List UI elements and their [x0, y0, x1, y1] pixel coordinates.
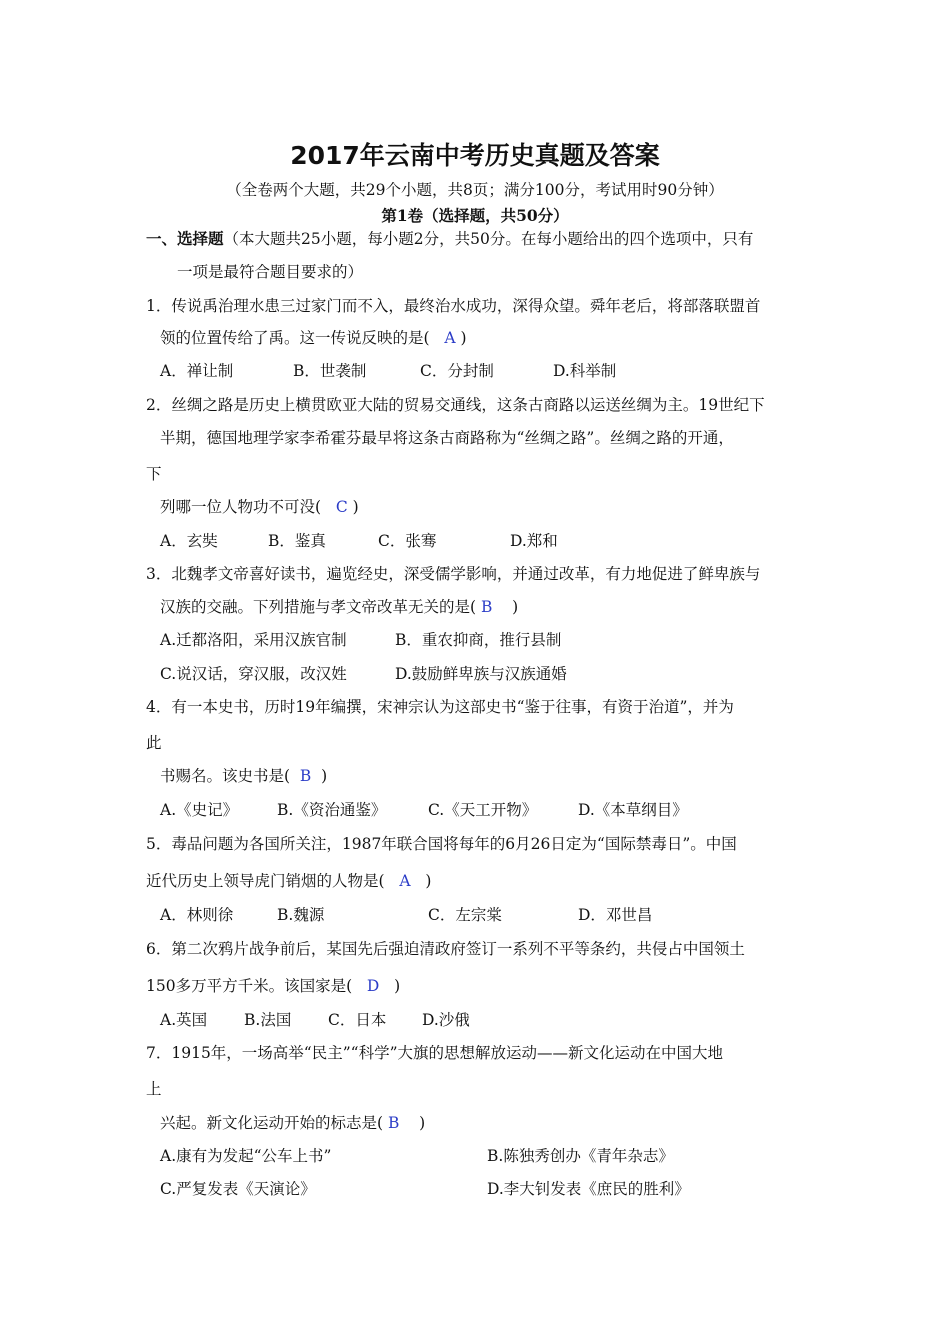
- question-3-stem: 汉族的交融。下列措施与孝文帝改革无关的是( B ): [160, 598, 519, 616]
- section-label: 一、选择题: [146, 229, 224, 248]
- question-7-stem: 兴起。新文化运动开始的标志是( B ): [160, 1114, 426, 1132]
- question-6-stem: 150多万平方千米。该国家是( D ): [146, 977, 401, 995]
- question-2-text-2: 半期，德国地理学家李希霍芬最早将这条古商路称为“丝绸之路”。丝绸之路的开通，: [160, 429, 734, 447]
- option-4-c: C.《天工开物》: [428, 801, 538, 819]
- question-1-text: 1．传说禹治理水患三过家门而不入，最终治水成功，深得众望。舜年老后，将部落联盟首: [146, 297, 761, 315]
- option-2-b: B．鉴真: [268, 532, 326, 550]
- section-intro-cont: 一项是最符合题目要求的）: [177, 263, 364, 281]
- question-5-text: 5．毒品问题为各国所关注，1987年联合国将每年的6月26日定为“国际禁毒日”。中国: [146, 835, 737, 853]
- option-7-a: A.康有为发起“公车上书”: [160, 1147, 332, 1165]
- option-4-a: A.《史记》: [160, 801, 239, 819]
- section-heading: 第1卷（选择题，共50分）: [381, 206, 569, 225]
- section-intro-text: （本大题共25小题，每小题2分，共50分。在每小题给出的四个选项中，只有: [223, 230, 754, 248]
- question-4-stem: 书赐名。该史书是( B ): [160, 767, 328, 785]
- answer-4: B: [299, 767, 312, 785]
- answer-3: B: [481, 598, 493, 616]
- option-3-a: A.迁都洛阳，采用汉族官制: [160, 631, 347, 649]
- answer-2: C: [335, 498, 348, 516]
- answer-6: D: [366, 977, 380, 995]
- option-1-b: B．世袭制: [293, 362, 367, 380]
- question-6-text: 6．第二次鸦片战争前后，某国先后强迫清政府签订一系列不平等条约，共侵占中国领土: [146, 940, 745, 958]
- section-intro: [146, 229, 753, 249]
- question-7-text-2: 上: [146, 1080, 162, 1098]
- question-2-stem: 列哪一位人物功不可没( C ): [160, 498, 359, 516]
- option-5-d: D．邓世昌: [578, 906, 653, 924]
- option-2-d: D.郑和: [510, 532, 558, 550]
- option-5-b: B.魏源: [277, 906, 325, 924]
- option-1-c: C．分封制: [420, 362, 494, 380]
- option-7-c: C.严复发表《天演论》: [160, 1180, 316, 1198]
- option-3-c: C.说汉话，穿汉服，改汉姓: [160, 665, 347, 683]
- question-4-text-2: 此: [146, 734, 162, 752]
- option-7-b: B.陈独秀创办《青年杂志》: [487, 1147, 674, 1165]
- option-2-a: A．玄奘: [160, 532, 218, 550]
- question-1-stem: 领的位置传给了禹。这一传说反映的是( A ): [160, 329, 467, 347]
- answer-5: A: [399, 872, 411, 890]
- question-2-text-3: 下: [146, 465, 162, 483]
- option-4-b: B.《资治通鉴》: [277, 801, 387, 819]
- question-5-stem: 近代历史上领导虎门销烟的人物是( A ): [146, 872, 432, 890]
- question-7-text: 7．1915年，一场高举“民主”“科学”大旗的思想解放运动——新文化运动在中国大地: [146, 1044, 724, 1062]
- page-title: 2017年云南中考历史真题及答案: [290, 141, 660, 170]
- option-5-a: A．林则徐: [160, 906, 234, 924]
- option-1-a: A．禅让制: [160, 362, 234, 380]
- question-4-text: 4．有一本史书，历时19年编撰，宋神宗认为这部史书“鉴于往事，有资于治道”，并为: [146, 698, 734, 716]
- option-6-d: D.沙俄: [422, 1011, 470, 1029]
- option-1-d: D.科举制: [553, 362, 617, 380]
- option-6-b: B.法国: [244, 1011, 292, 1029]
- question-3-text: 3．北魏孝文帝喜好读书，遍览经史，深受儒学影响，并通过改革，有力地促进了鲜卑族与: [146, 565, 761, 583]
- answer-1: A: [444, 329, 456, 347]
- option-6-a: A.英国: [160, 1011, 208, 1029]
- option-2-c: C．张骞: [378, 532, 437, 550]
- question-2-text: 2．丝绸之路是历史上横贯欧亚大陆的贸易交通线，这条古商路以运送丝绸为主。19世纪下: [146, 396, 765, 414]
- option-3-b: B．重农抑商，推行县制: [395, 631, 562, 649]
- option-3-d: D.鼓励鲜卑族与汉族通婚: [395, 665, 567, 683]
- option-4-d: D.《本草纲目》: [578, 801, 688, 819]
- option-5-c: C．左宗棠: [428, 906, 502, 924]
- answer-7: B: [388, 1114, 400, 1132]
- exam-info: （全卷两个大题，共29个小题，共8页；满分100分，考试用时90分钟）: [226, 181, 724, 199]
- option-7-d: D.李大钊发表《庶民的胜利》: [487, 1180, 690, 1198]
- option-6-c: C．日本: [328, 1011, 387, 1029]
